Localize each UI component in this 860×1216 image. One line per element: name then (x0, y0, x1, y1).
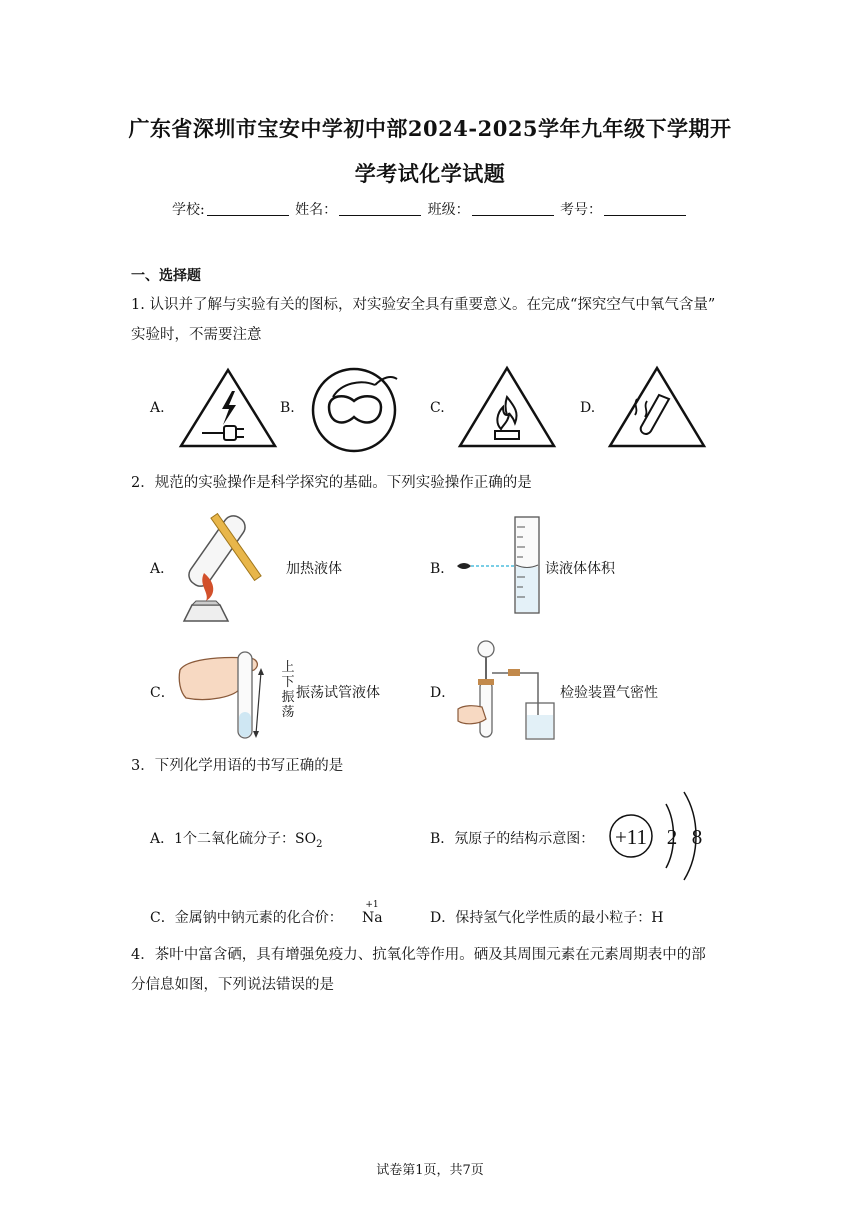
exam-number-blank[interactable] (604, 201, 686, 216)
note-char: 荡 (281, 705, 295, 720)
exam-number-label: 考号： (560, 202, 603, 218)
q2-option-a-label: A． (150, 561, 175, 577)
page-title-line2: 学考试化学试题 (354, 161, 506, 186)
shaking-test-tube-figure (176, 642, 268, 740)
q3-option-a-subscript: 2 (316, 838, 323, 850)
q3-option-b-text: B．氖原子的结构示意图： (430, 831, 595, 847)
q3-option-a-text: A．1个二氧化硫分子：SO (150, 831, 317, 847)
valence-notation (362, 900, 382, 924)
q2-option-b-caption: 读液体体积 (545, 561, 615, 577)
q2-option-c-caption: 振荡试管液体 (296, 685, 380, 701)
q2-option-c-label: C． (150, 685, 175, 701)
valence-value: +1 (365, 900, 379, 910)
q3-option-c-text: C．金属钠中钠元素的化合价： (150, 910, 343, 926)
q3-option-d-text: D．保持氢气化学性质的最小粒子：H (430, 910, 664, 926)
name-label: 姓名： (295, 202, 338, 218)
class-blank[interactable] (472, 201, 554, 216)
q2-option-c-note (280, 660, 296, 720)
q3-option-a (150, 828, 322, 850)
element-symbol: Na (362, 910, 383, 926)
page-footer: 试卷第1页，共7页 (376, 1163, 484, 1178)
note-char: 上 (281, 660, 295, 675)
class-label: 班级： (427, 202, 470, 218)
flame-hazard-icon (457, 365, 557, 449)
q1-option-b-label: B. (280, 400, 295, 416)
q1-option-a-label: A. (150, 400, 165, 416)
heating-liquid-figure (176, 505, 286, 627)
page-title-line1: 广东省深圳市宝安中学初中部2024-2025学年九年级下学期开 (128, 116, 732, 141)
student-info-line (0, 199, 860, 219)
shell-1-electrons: 2 (666, 825, 678, 849)
q1-option-d-label: D. (580, 400, 596, 416)
q2-option-d-caption: 检验装置气密性 (560, 685, 658, 701)
section-heading: 一、选择题 (131, 268, 201, 284)
hot-hazard-icon (607, 365, 707, 449)
goggles-icon (309, 365, 404, 453)
q2-option-d-label: D． (430, 685, 456, 701)
q2-option-a-caption: 加热液体 (286, 561, 342, 577)
school-label: 学校: (171, 202, 205, 218)
q2-option-b-label: B． (430, 561, 455, 577)
note-char: 振 (281, 690, 295, 705)
q1-option-c-label: C. (430, 400, 445, 416)
shell-2-electrons: 8 (691, 825, 703, 849)
electric-hazard-icon (178, 367, 278, 449)
reading-volume-figure (455, 513, 545, 617)
question-4-stem-line1: 4．茶叶中富含硒，具有增强免疫力、抗氧化等作用。硒及其周围元素在元素周期表中的部 (131, 947, 706, 963)
question-1-stem-line1: 1. 认识并了解与实验有关的图标，对实验安全具有重要意义。在完成“探究空气中氧气含量” (131, 297, 716, 313)
question-4-stem-line2: 分信息如图，下列说法错误的是 (131, 977, 334, 993)
question-2-stem: 2．规范的实验操作是科学探究的基础。下列实验操作正确的是 (131, 475, 532, 491)
atomic-structure-diagram (606, 788, 716, 888)
question-3-stem: 3．下列化学用语的书写正确的是 (131, 758, 344, 774)
name-blank[interactable] (339, 201, 421, 216)
nucleus-charge: +11 (614, 825, 648, 849)
school-blank[interactable] (207, 201, 289, 216)
question-1-stem-line2: 实验时，不需要注意 (131, 327, 262, 343)
note-char: 下 (281, 675, 295, 690)
airtightness-test-figure (456, 637, 560, 743)
